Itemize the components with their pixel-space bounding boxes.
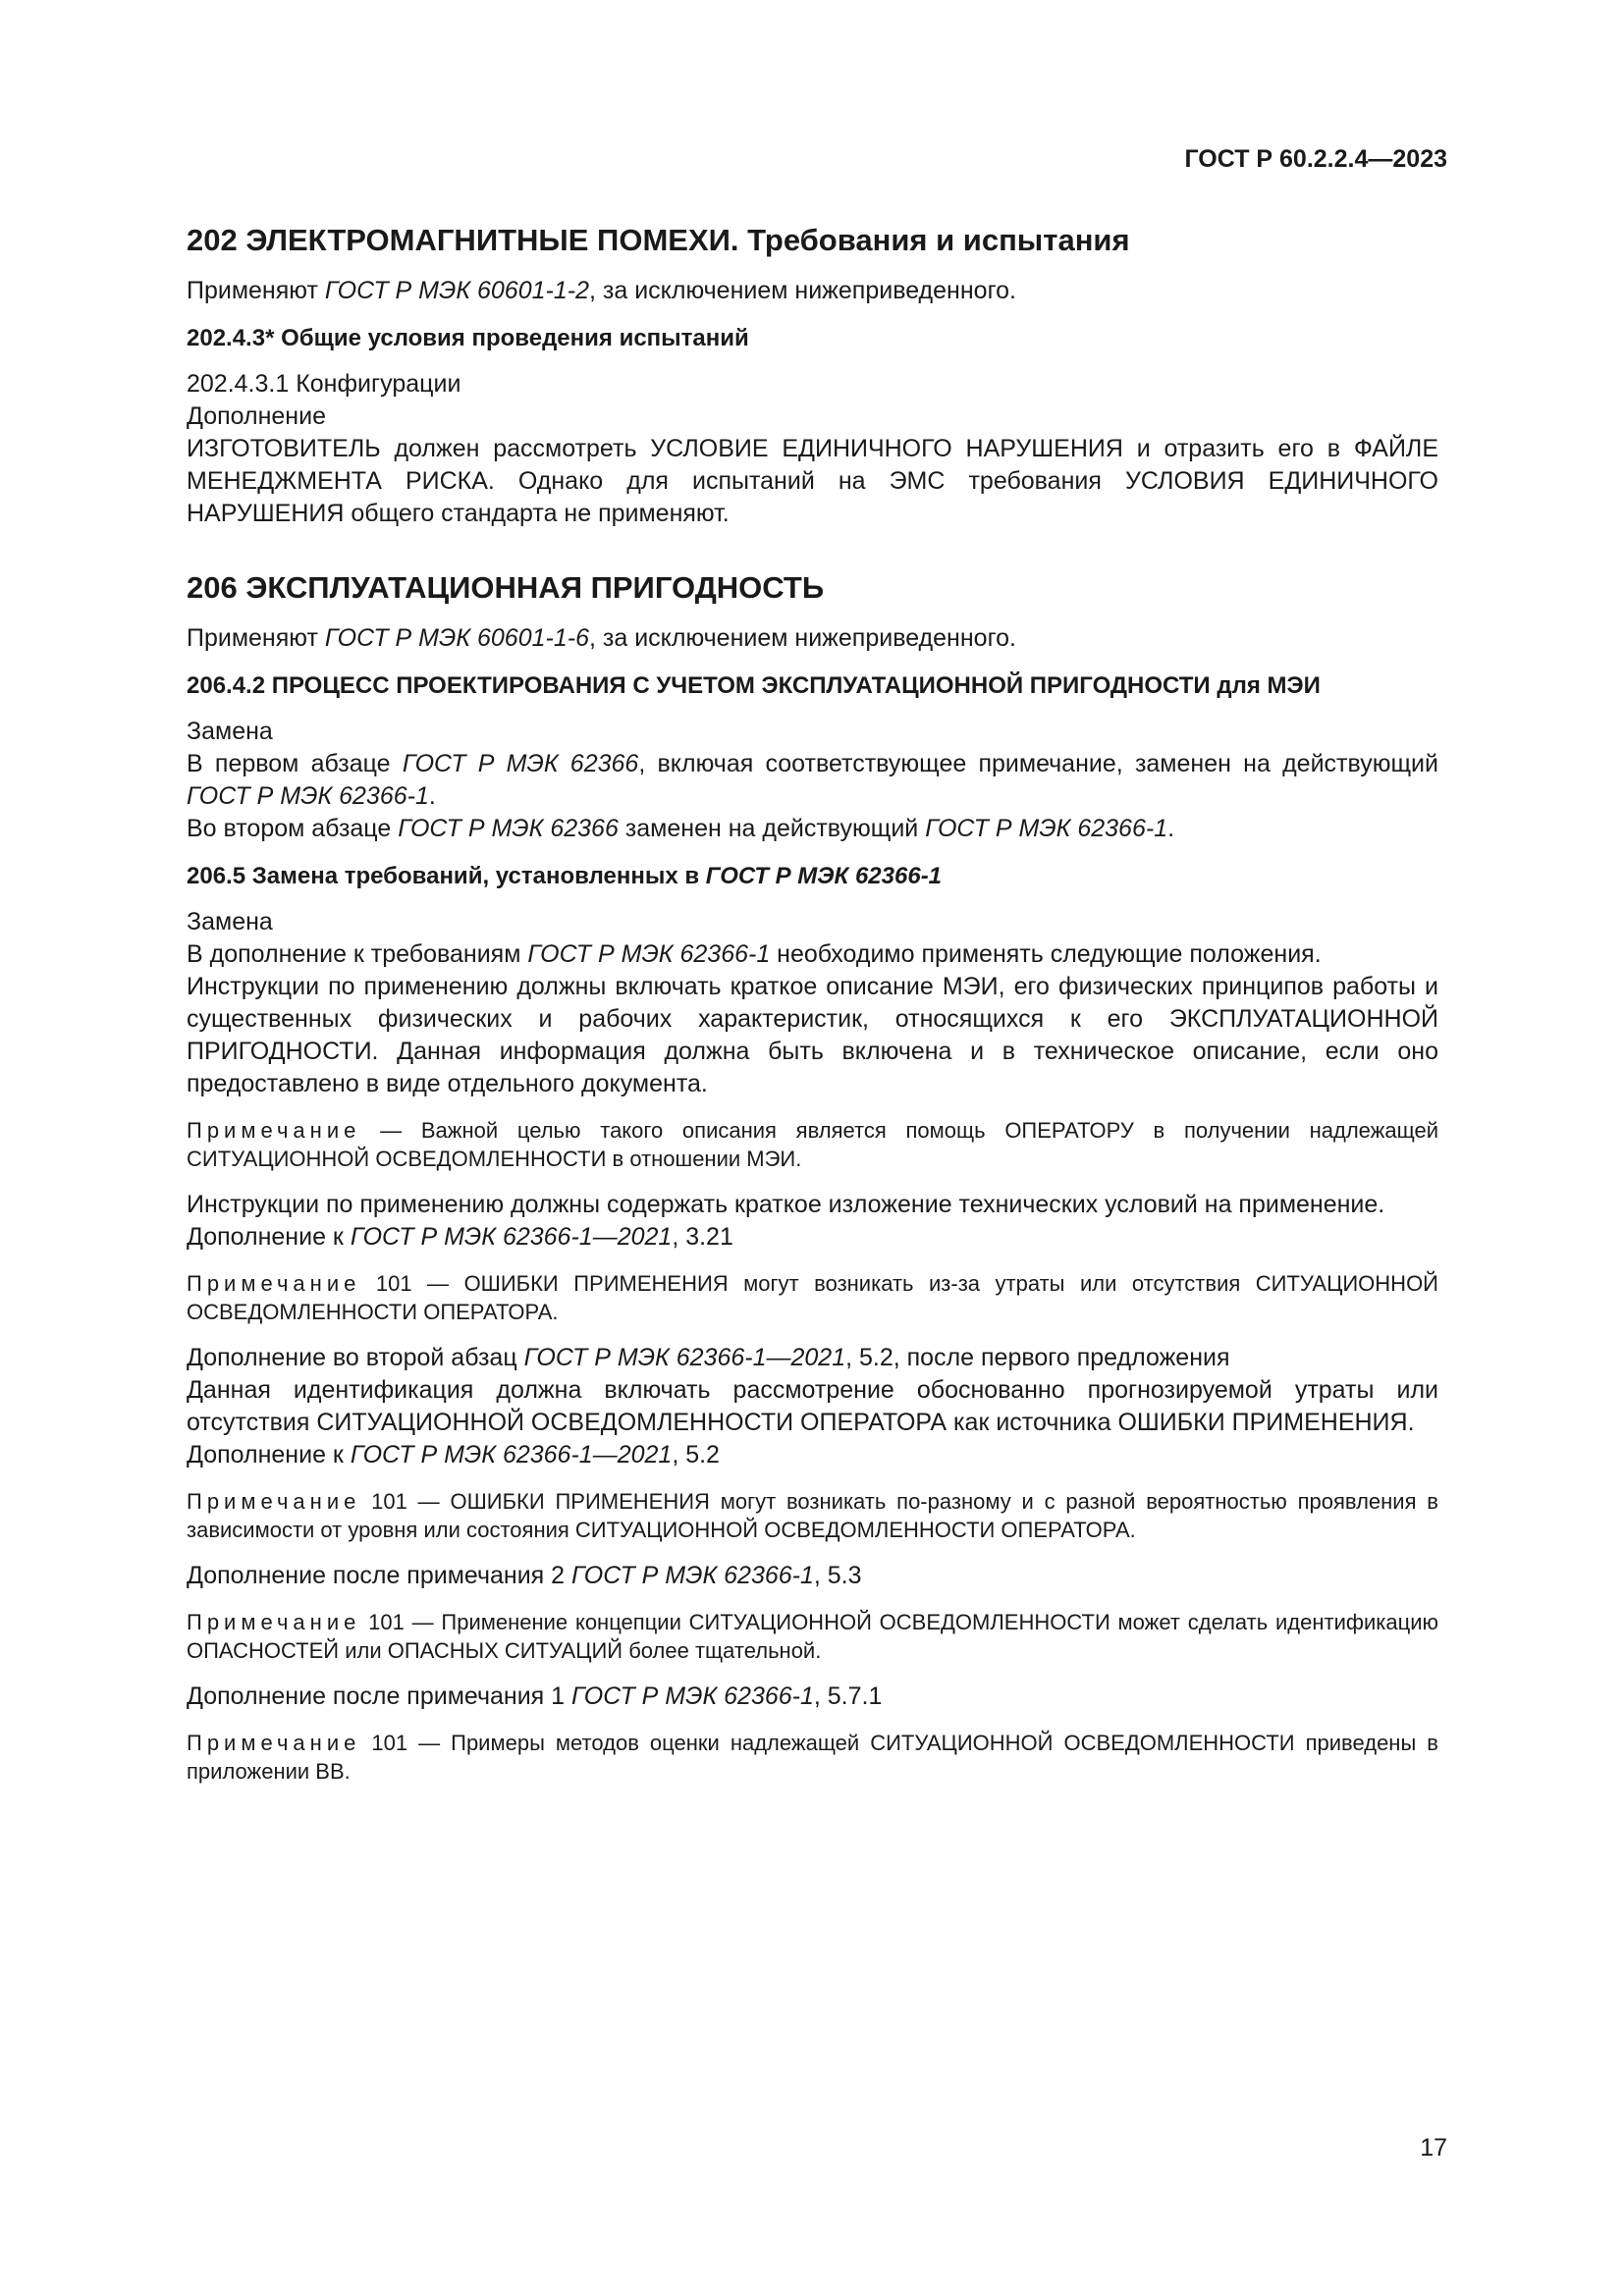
note-label: Примечание [187,1489,361,1514]
paragraph: ИЗГОТОВИТЕЛЬ должен рассмотреть УСЛОВИЕ ЕДИНИЧНОГО НАРУШЕНИЯ и отразить его в ФАЙЛЕ МЕНЕДЖМЕНТА РИСКА. Однако для испытаний на ЭМС требования УСЛОВИЯ ЕДИНИЧНОГО НАРУШЕНИЯ общего стандарта не применяют. [187,435,1438,527]
paragraph: Дополнение к ГОСТ Р МЭК 62366-1—2021, 5.2 [187,1441,720,1468]
note: Примечание 101 — ОШИБКИ ПРИМЕНЕНИЯ могут возникать по-разному и с разной вероятностью проявления в зависимости от уровня или состояния СИТУАЦИОННОЙ ОСВЕДОМЛЕННОСТИ ОПЕРАТОРА. [187,1489,1438,1542]
paragraph: Инструкции по применению должны содержать краткое изложение технических условий на применение. [187,1191,1385,1218]
note: Примечание 101 — Применение концепции СИТУАЦИОННОЙ ОСВЕДОМЛЕННОСТИ может сделать идентификацию ОПАСНОСТЕЙ или ОПАСНЫХ СИТУАЦИЙ более тщательной. [187,1610,1438,1663]
standard-ref: ГОСТ Р МЭК 60601-1-2 [324,277,589,304]
standard-ref: ГОСТ Р МЭК 62366 [398,815,619,842]
note-label: Примечание [187,1271,361,1296]
paragraph: Дополнение [187,402,326,430]
standard-ref: ГОСТ Р МЭК 62366-1 [705,863,943,889]
standard-ref: ГОСТ Р МЭК 60601-1-6 [324,624,589,652]
paragraph: Дополнение во второй абзац ГОСТ Р МЭК 62366-1—2021, 5.2, после первого предложения [187,1344,1230,1371]
paragraph: Инструкции по применению должны включать краткое описание МЭИ, его физических принципов работы и существенных физических и рабочих характеристик, относящихся к его ЭКСПЛУАТАЦИОННОЙ ПРИГОДНОСТИ. Данная информация должна быть включена и в техническое описание, если оно предоставлено в виде отдельного документа. [187,973,1438,1097]
note-label: Примечание [187,1731,361,1755]
paragraph: Дополнение после примечания 1 ГОСТ Р МЭК 62366-1, 5.7.1 [187,1682,883,1710]
standard-ref: ГОСТ Р МЭК 62366-1 [187,782,429,810]
paragraph: Замена [187,718,273,745]
note-label: Примечание [187,1610,361,1634]
page-content [187,222,1438,1786]
paragraph: В дополнение к требованиям ГОСТ Р МЭК 62366-1 необходимо применять следующие положения. [187,940,1322,968]
section-202-apply: Применяют ГОСТ Р МЭК 60601-1-2, за исключением нижеприведенного. [187,277,1016,304]
standard-ref: ГОСТ Р МЭК 62366-1 [571,1682,814,1710]
paragraph: Дополнение после примечания 2 ГОСТ Р МЭК 62366-1, 5.3 [187,1562,862,1589]
note-label: Примечание [187,1118,361,1143]
note: Примечание — Важной целью такого описания является помощь ОПЕРАТОРУ в получении надлежащей СИТУАЦИОННОЙ ОСВЕДОМЛЕННОСТИ в отношении МЭИ. [187,1118,1438,1171]
subsection-206-4-2-title: 206.4.2 ПРОЦЕСС ПРОЕКТИРОВАНИЯ С УЧЕТОМ ЭКСПЛУАТАЦИОННОЙ ПРИГОДНОСТИ для МЭИ [187,672,1321,699]
subsection-206-5-title: 206.5 Замена требований, установленных в ГОСТ Р МЭК 62366-1 [187,863,943,889]
standard-ref: ГОСТ Р МЭК 62366-1—2021 [350,1223,673,1251]
standard-ref: ГОСТ Р МЭК 62366-1 [925,815,1168,842]
standard-ref: ГОСТ Р МЭК 62366-1 [527,940,771,968]
standard-ref: ГОСТ Р МЭК 62366 [402,750,639,777]
standard-ref: ГОСТ Р МЭК 62366-1—2021 [523,1344,846,1371]
page-number: 17 [1420,2134,1447,2162]
paragraph: Во втором абзаце ГОСТ Р МЭК 62366 заменен на действующий ГОСТ Р МЭК 62366-1. [187,815,1175,842]
standard-ref: ГОСТ Р МЭК 62366-1—2021 [350,1441,673,1468]
standard-ref: ГОСТ Р МЭК 62366-1 [571,1562,814,1589]
note: Примечание 101 — ОШИБКИ ПРИМЕНЕНИЯ могут возникать из-за утраты или отсутствия СИТУАЦИОННОЙ ОСВЕДОМЛЕННОСТИ ОПЕРАТОРА. [187,1271,1438,1324]
paragraph: Данная идентификация должна включать рассмотрение обоснованно прогнозируемой утраты или отсутствия СИТУАЦИОННОЙ ОСВЕДОМЛЕННОСТИ ОПЕРАТОРА как источника ОШИБКИ ПРИМЕНЕНИЯ. [187,1376,1438,1436]
paragraph: В первом абзаце ГОСТ Р МЭК 62366, включая соответствующее примечание, заменен на действующий ГОСТ Р МЭК 62366-1. [187,750,1438,810]
paragraph: Замена [187,908,273,935]
section-206-title: 206 ЭКСПЛУАТАЦИОННАЯ ПРИГОДНОСТЬ [187,570,825,605]
paragraph: 202.4.3.1 Конфигурации [187,370,461,398]
note: Примечание 101 — Примеры методов оценки надлежащей СИТУАЦИОННОЙ ОСВЕДОМЛЕННОСТИ приведены в приложении ВВ. [187,1731,1438,1784]
paragraph: Дополнение к ГОСТ Р МЭК 62366-1—2021, 3.21 [187,1223,733,1251]
document-id: ГОСТ Р 60.2.2.4—2023 [1184,145,1447,173]
section-202-title: 202 ЭЛЕКТРОМАГНИТНЫЕ ПОМЕХИ. Требования и испытания [187,223,1130,257]
subsection-202-4-3-title: 202.4.3* Общие условия проведения испытаний [187,325,749,351]
section-206-apply: Применяют ГОСТ Р МЭК 60601-1-6, за исключением нижеприведенного. [187,624,1016,652]
